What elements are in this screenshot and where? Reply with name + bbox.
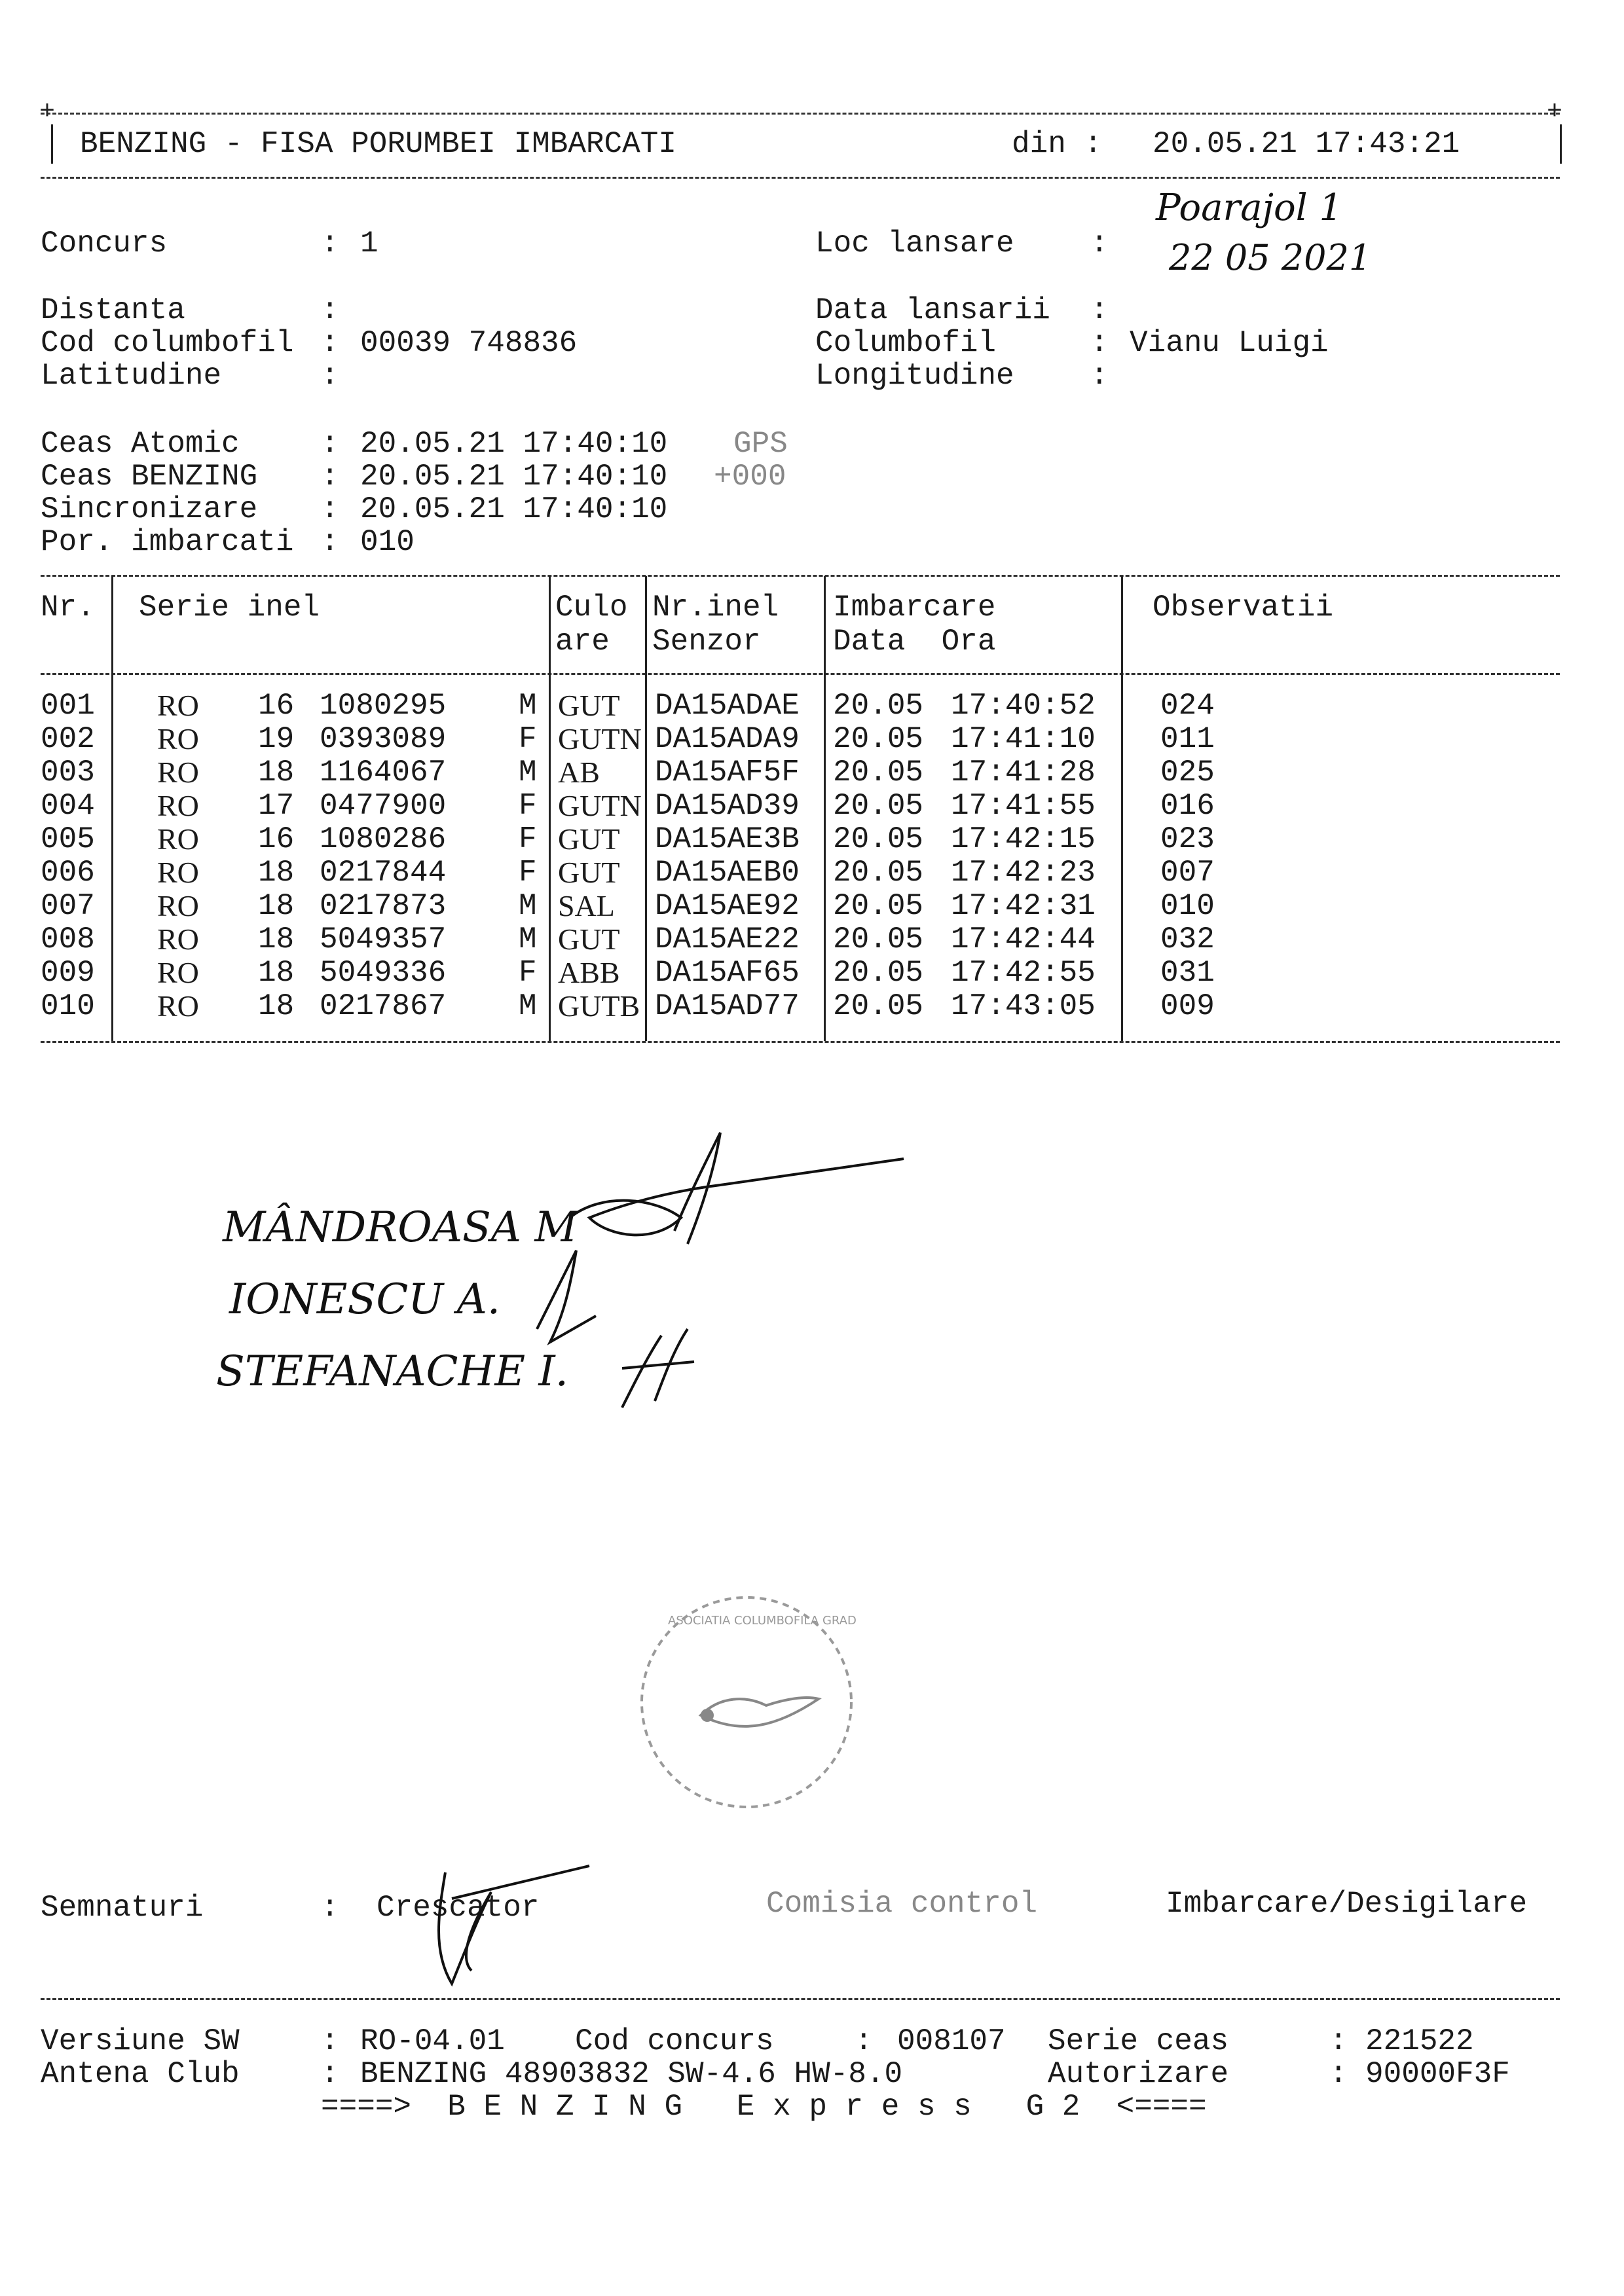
- cell-year: 18: [258, 956, 295, 990]
- distanta-label: Distanta: [41, 293, 185, 327]
- data-lansarii-label: Data lansarii: [815, 293, 1050, 327]
- cell-year: 17: [258, 789, 295, 823]
- cell-ring: 1080286: [320, 822, 447, 856]
- cell-ring: 0217873: [320, 889, 447, 923]
- colon: :: [855, 2024, 873, 2058]
- autorizare-label: Autorizare: [1048, 2057, 1229, 2091]
- crescator-signature: [393, 1859, 602, 1990]
- concurs-value: 1: [360, 227, 378, 261]
- cell-year: 18: [258, 756, 295, 790]
- cell-nr: 009: [41, 956, 95, 990]
- ceas-atomic-value: 20.05.21 17:40:10: [360, 427, 668, 461]
- imbarcare-label: Imbarcare/Desigilare: [1166, 1887, 1528, 1921]
- cell-ring: 0393089: [320, 722, 447, 756]
- cell-sex: M: [519, 922, 537, 957]
- cell-time: 17:42:15: [951, 822, 1096, 856]
- cell-color: GUT: [558, 856, 620, 889]
- cell-nr: 004: [41, 789, 95, 823]
- table-bottom-border: [41, 1041, 1560, 1043]
- table-row: [41, 922, 1560, 955]
- express-line: ====> B E N Z I N G E x p r e s s G 2 <====: [321, 2090, 1207, 2124]
- cell-ring: 5049357: [320, 922, 447, 957]
- longitudine-label: Longitudine: [815, 359, 1014, 393]
- cell-time: 17:42:44: [951, 922, 1096, 957]
- colon: :: [321, 227, 339, 261]
- cell-country: RO: [157, 722, 199, 756]
- antena-value: BENZING 48903832 SW-4.6 HW-8.0: [360, 2057, 903, 2091]
- cell-country: RO: [157, 822, 199, 856]
- columbofil-value: Vianu Luigi: [1130, 326, 1329, 360]
- cell-color: GUT: [558, 822, 620, 856]
- handwritten-name: IONESCU A.: [229, 1275, 501, 1324]
- cell-time: 17:42:23: [951, 856, 1096, 890]
- cell-time: 17:41:55: [951, 789, 1096, 823]
- serie-ceas-value: 221522: [1365, 2024, 1474, 2058]
- cell-date: 20.05: [833, 689, 924, 723]
- footer-top-border: [41, 1998, 1560, 2000]
- autorizare-value: 90000F3F: [1365, 2057, 1510, 2091]
- cell-obs: 023: [1160, 822, 1215, 856]
- cell-sensor: DA15AEB0: [655, 856, 800, 890]
- cell-year: 18: [258, 989, 295, 1023]
- cod-concurs-label: Cod concurs: [575, 2024, 774, 2058]
- cod-columbofil-value: 00039 748836: [360, 326, 578, 360]
- cell-year: 18: [258, 889, 295, 923]
- ceas-atomic-label: Ceas Atomic: [41, 427, 240, 461]
- cell-ring: 0217844: [320, 856, 447, 890]
- cell-obs: 016: [1160, 789, 1215, 823]
- sincronizare-label: Sincronizare: [41, 492, 258, 526]
- cell-nr: 008: [41, 922, 95, 957]
- header-bottom-border: [41, 177, 1560, 179]
- cell-country: RO: [157, 989, 199, 1023]
- table-row: [41, 989, 1560, 1022]
- col-header-serie: Serie inel: [139, 591, 320, 625]
- cell-sex: F: [519, 722, 537, 756]
- antena-label: Antena Club: [41, 2057, 240, 2091]
- cell-obs: 025: [1160, 756, 1215, 790]
- comisia-label: Comisia control: [766, 1887, 1038, 1921]
- colon: :: [321, 326, 339, 360]
- cell-sensor: DA15AE22: [655, 922, 800, 957]
- cell-time: 17:42:55: [951, 956, 1096, 990]
- cell-color: AB: [558, 756, 600, 789]
- corner-mark: +: [39, 98, 56, 127]
- col-header-culoare: Culo: [555, 591, 628, 625]
- colon: :: [321, 1891, 339, 1925]
- cell-nr: 007: [41, 889, 95, 923]
- cell-ring: 5049336: [320, 956, 447, 990]
- cell-date: 20.05: [833, 922, 924, 957]
- cell-country: RO: [157, 756, 199, 789]
- table-row: [41, 822, 1560, 855]
- colon: :: [321, 460, 339, 494]
- cell-sensor: DA15AE3B: [655, 822, 800, 856]
- colon: :: [1090, 227, 1109, 261]
- colon: :: [321, 359, 339, 393]
- serie-ceas-label: Serie ceas: [1048, 2024, 1229, 2058]
- cell-ring: 0217867: [320, 989, 447, 1023]
- table-row: [41, 889, 1560, 922]
- colon: :: [1329, 2024, 1348, 2058]
- colon: :: [1090, 359, 1109, 393]
- cell-sensor: DA15AF65: [655, 956, 800, 990]
- cell-time: 17:41:10: [951, 722, 1096, 756]
- colon: :: [1090, 293, 1109, 327]
- cell-sex: M: [519, 756, 537, 790]
- cell-country: RO: [157, 956, 199, 989]
- col-header-culoare-2: are: [555, 625, 610, 659]
- cell-sensor: DA15ADA9: [655, 722, 800, 756]
- signature-scribbles: [524, 1120, 930, 1421]
- handwritten-name: MÂNDROASA M: [223, 1203, 578, 1252]
- colon: :: [321, 427, 339, 461]
- por-imbarcati-label: Por. imbarcati: [41, 525, 294, 559]
- col-header-nr-inel: Nr.inel: [652, 591, 779, 625]
- cell-date: 20.05: [833, 756, 924, 790]
- colon: :: [321, 293, 339, 327]
- cell-color: SAL: [558, 889, 615, 922]
- corner-mark: +: [1547, 98, 1563, 127]
- cell-year: 18: [258, 922, 295, 957]
- colon: :: [321, 525, 339, 559]
- table-header-border: [41, 673, 1560, 675]
- cell-color: ABB: [558, 956, 620, 989]
- cell-sex: F: [519, 956, 537, 990]
- cell-nr: 002: [41, 722, 95, 756]
- cod-concurs-value: 008107: [897, 2024, 1006, 2058]
- cell-sensor: DA15AF5F: [655, 756, 800, 790]
- cell-date: 20.05: [833, 722, 924, 756]
- cell-color: GUTN: [558, 722, 642, 756]
- table-row: [41, 956, 1560, 989]
- cell-time: 17:40:52: [951, 689, 1096, 723]
- handwritten-name: STEFANACHE I.: [216, 1347, 568, 1396]
- colon: :: [321, 492, 339, 526]
- cell-obs: 009: [1160, 989, 1215, 1023]
- cell-nr: 005: [41, 822, 95, 856]
- cell-sex: M: [519, 889, 537, 923]
- semnaturi-label: Semnaturi: [41, 1891, 204, 1925]
- cell-nr: 003: [41, 756, 95, 790]
- ceas-benzing-value: 20.05.21 17:40:10: [360, 460, 668, 494]
- cell-sensor: DA15ADAE: [655, 689, 800, 723]
- cell-sex: F: [519, 856, 537, 890]
- cell-sensor: DA15AD77: [655, 989, 800, 1023]
- col-header-senzor: Senzor: [652, 625, 761, 659]
- cell-date: 20.05: [833, 956, 924, 990]
- concurs-label: Concurs: [41, 227, 168, 261]
- cell-year: 16: [258, 689, 295, 723]
- cell-obs: 031: [1160, 956, 1215, 990]
- col-header-data-ora: Data Ora: [833, 625, 996, 659]
- cell-sex: M: [519, 989, 537, 1023]
- cell-country: RO: [157, 922, 199, 956]
- din-label: din :: [1012, 127, 1103, 161]
- cell-ring: 1080295: [320, 689, 447, 723]
- cell-year: 19: [258, 722, 295, 756]
- cod-columbofil-label: Cod columbofil: [41, 326, 294, 360]
- cell-sex: F: [519, 789, 537, 823]
- cell-year: 18: [258, 856, 295, 890]
- cell-time: 17:41:28: [951, 756, 1096, 790]
- cell-date: 20.05: [833, 989, 924, 1023]
- cell-country: RO: [157, 889, 199, 922]
- page-title: BENZING - FISA PORUMBEI IMBARCATI: [80, 127, 676, 161]
- latitudine-label: Latitudine: [41, 359, 222, 393]
- columbofil-label: Columbofil: [815, 326, 997, 360]
- colon: :: [1090, 326, 1109, 360]
- table-row: [41, 689, 1560, 721]
- table-top-border: [41, 575, 1560, 577]
- date-handwritten: 22 05 2021: [1169, 237, 1372, 278]
- cell-country: RO: [157, 856, 199, 889]
- col-header-nr: Nr.: [41, 591, 95, 625]
- cell-date: 20.05: [833, 856, 924, 890]
- cell-color: GUTB: [558, 989, 640, 1023]
- loc-handwritten: Poarajol 1: [1156, 187, 1343, 229]
- cell-sensor: DA15AE92: [655, 889, 800, 923]
- cell-obs: 032: [1160, 922, 1215, 957]
- cell-date: 20.05: [833, 789, 924, 823]
- cell-color: GUTN: [558, 789, 642, 822]
- table-row: [41, 856, 1560, 888]
- cell-obs: 007: [1160, 856, 1215, 890]
- cell-sex: F: [519, 822, 537, 856]
- cell-color: GUT: [558, 689, 620, 722]
- cell-obs: 011: [1160, 722, 1215, 756]
- cell-time: 17:42:31: [951, 889, 1096, 923]
- colon: :: [321, 2057, 339, 2091]
- header-left-border: [51, 124, 53, 164]
- cell-date: 20.05: [833, 889, 924, 923]
- header-top-border: [41, 113, 1560, 115]
- loc-lansare-label: Loc lansare: [815, 227, 1014, 261]
- cell-nr: 006: [41, 856, 95, 890]
- cell-ring: 0477900: [320, 789, 447, 823]
- col-header-imbarcare: Imbarcare: [833, 591, 996, 625]
- ceas-atomic-suffix: GPS: [733, 427, 788, 461]
- colon: :: [321, 2024, 339, 2058]
- cell-nr: 010: [41, 989, 95, 1023]
- ceas-benzing-label: Ceas BENZING: [41, 460, 258, 494]
- table-row: [41, 722, 1560, 755]
- versiune-label: Versiune SW: [41, 2024, 240, 2058]
- cell-country: RO: [157, 789, 199, 822]
- crescator-label: Crescator: [377, 1891, 540, 1925]
- por-imbarcati-value: 010: [360, 525, 415, 559]
- col-header-observatii: Observatii: [1153, 591, 1334, 625]
- colon: :: [1329, 2057, 1348, 2091]
- print-datetime: 20.05.21 17:43:21: [1153, 127, 1460, 161]
- cell-color: GUT: [558, 922, 620, 956]
- cell-obs: 010: [1160, 889, 1215, 923]
- sincronizare-value: 20.05.21 17:40:10: [360, 492, 668, 526]
- table-row: [41, 789, 1560, 822]
- cell-country: RO: [157, 689, 199, 722]
- stamp-text: ASOCIATIA COLUMBOFILA GRAD: [668, 1614, 857, 1628]
- cell-ring: 1164067: [320, 756, 447, 790]
- table-row: [41, 756, 1560, 788]
- cell-date: 20.05: [833, 822, 924, 856]
- header-right-border: [1560, 124, 1562, 164]
- cell-year: 16: [258, 822, 295, 856]
- versiune-value: RO-04.01: [360, 2024, 505, 2058]
- cell-time: 17:43:05: [951, 989, 1096, 1023]
- cell-sex: M: [519, 689, 537, 723]
- cell-nr: 001: [41, 689, 95, 723]
- cell-sensor: DA15AD39: [655, 789, 800, 823]
- ceas-benzing-suffix: +000: [714, 460, 786, 494]
- cell-obs: 024: [1160, 689, 1215, 723]
